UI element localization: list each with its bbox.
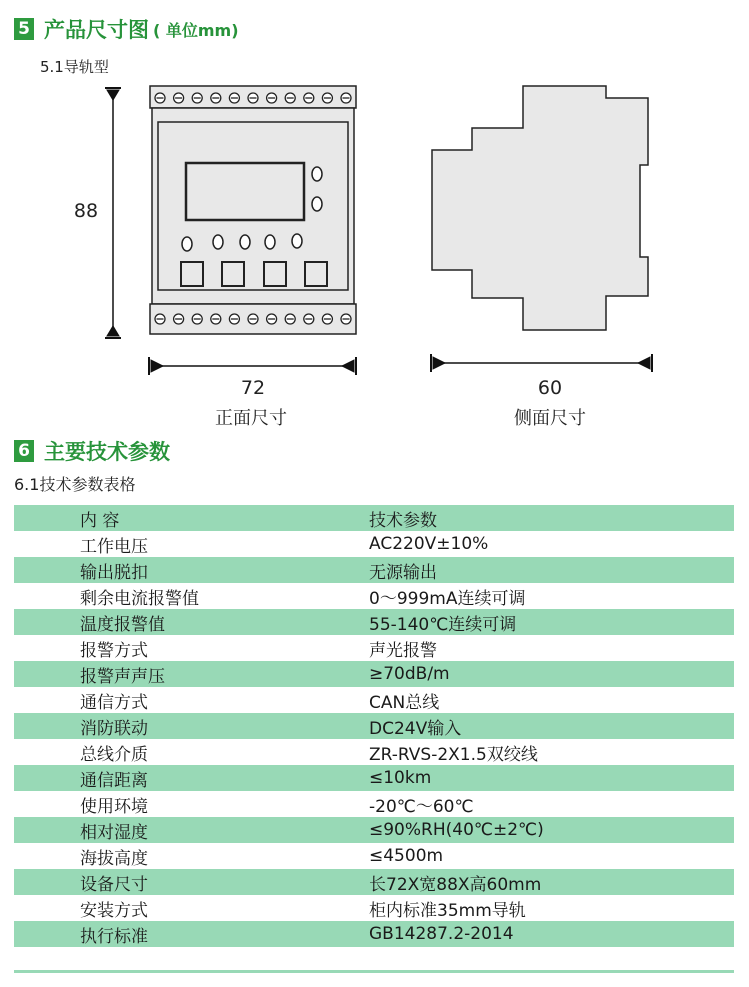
table-row bbox=[14, 791, 734, 817]
table-row bbox=[14, 817, 734, 843]
section-title: 产品尺寸图 bbox=[44, 18, 149, 42]
param-name: 通信距离 bbox=[80, 770, 148, 791]
side-caption: 侧面尺寸 bbox=[514, 408, 586, 429]
param-name: 安装方式 bbox=[80, 900, 148, 921]
front-width-label: 72 bbox=[240, 377, 266, 399]
spec-table bbox=[14, 505, 734, 947]
table-row bbox=[14, 635, 734, 661]
param-value: 声光报警 bbox=[369, 640, 437, 661]
table-row bbox=[14, 583, 734, 609]
header-cell-content: 内 容 bbox=[80, 510, 120, 531]
param-value: 55-140℃连续可调 bbox=[369, 614, 517, 635]
param-value: 无源输出 bbox=[369, 562, 437, 583]
param-value: ≤10km bbox=[369, 768, 432, 788]
param-value: ≤90%RH(40℃±2℃) bbox=[369, 820, 544, 840]
param-name: 工作电压 bbox=[80, 536, 148, 557]
param-value: CAN总线 bbox=[369, 692, 440, 713]
side-width-label: 60 bbox=[537, 377, 563, 399]
table-row bbox=[14, 713, 734, 739]
param-name: 执行标准 bbox=[80, 926, 148, 947]
subsection-title: 5.1导轨型 bbox=[40, 58, 109, 76]
table-row bbox=[14, 895, 734, 921]
param-name: 使用环境 bbox=[80, 796, 148, 817]
table-row bbox=[14, 609, 734, 635]
section-number-badge: 5 bbox=[14, 18, 34, 40]
table-row bbox=[14, 921, 734, 947]
param-value: DC24V输入 bbox=[369, 718, 462, 739]
param-name: 报警方式 bbox=[80, 640, 148, 661]
param-name: 设备尺寸 bbox=[80, 874, 148, 895]
side-width-dimension-arrow bbox=[431, 354, 652, 372]
header-cell-spec: 技术参数 bbox=[369, 510, 437, 531]
param-name: 通信方式 bbox=[80, 692, 148, 713]
param-name: 报警声声压 bbox=[80, 666, 165, 687]
section-6-heading bbox=[14, 436, 170, 466]
param-value: 长72X宽88X高60mm bbox=[369, 874, 542, 895]
table-bottom-rule bbox=[14, 970, 734, 973]
table-row bbox=[14, 869, 734, 895]
lcd-display bbox=[186, 163, 304, 220]
table-row bbox=[14, 557, 734, 583]
dimension-drawing bbox=[0, 0, 749, 440]
param-name: 温度报警值 bbox=[80, 614, 165, 635]
param-value: -20℃～60℃ bbox=[369, 796, 474, 817]
front-view-device bbox=[150, 86, 356, 334]
height-dimension-arrow bbox=[105, 88, 121, 338]
param-value: GB14287.2-2014 bbox=[369, 924, 514, 944]
section-number-badge: 6 bbox=[14, 440, 34, 462]
param-name: 海拔高度 bbox=[80, 848, 148, 869]
table-row bbox=[14, 531, 734, 557]
param-value: ≥70dB/m bbox=[369, 664, 450, 684]
param-name: 剩余电流报警值 bbox=[80, 588, 199, 609]
table-header-row bbox=[14, 505, 734, 531]
height-label: 88 bbox=[73, 200, 99, 222]
side-view-profile bbox=[432, 86, 648, 330]
table-row bbox=[14, 843, 734, 869]
param-value: 0～999mA连续可调 bbox=[369, 588, 526, 609]
param-value: 柜内标准35mm导轨 bbox=[369, 900, 526, 921]
table-row bbox=[14, 687, 734, 713]
param-name: 相对湿度 bbox=[80, 822, 148, 843]
subsection-title: 6.1技术参数表格 bbox=[14, 475, 136, 494]
front-caption: 正面尺寸 bbox=[215, 408, 287, 429]
table-row bbox=[14, 661, 734, 687]
front-width-dimension-arrow bbox=[149, 357, 356, 375]
param-value: ≤4500m bbox=[369, 846, 444, 866]
table-row bbox=[14, 765, 734, 791]
param-value: ZR-RVS-2X1.5双绞线 bbox=[369, 744, 538, 765]
param-name: 消防联动 bbox=[80, 718, 148, 739]
table-row bbox=[14, 739, 734, 765]
param-name: 总线介质 bbox=[80, 744, 148, 765]
section-title: 主要技术参数 bbox=[44, 440, 170, 464]
section-unit: ( 单位mm) bbox=[153, 20, 239, 40]
param-name: 输出脱扣 bbox=[80, 562, 148, 583]
param-value: AC220V±10% bbox=[369, 534, 489, 554]
